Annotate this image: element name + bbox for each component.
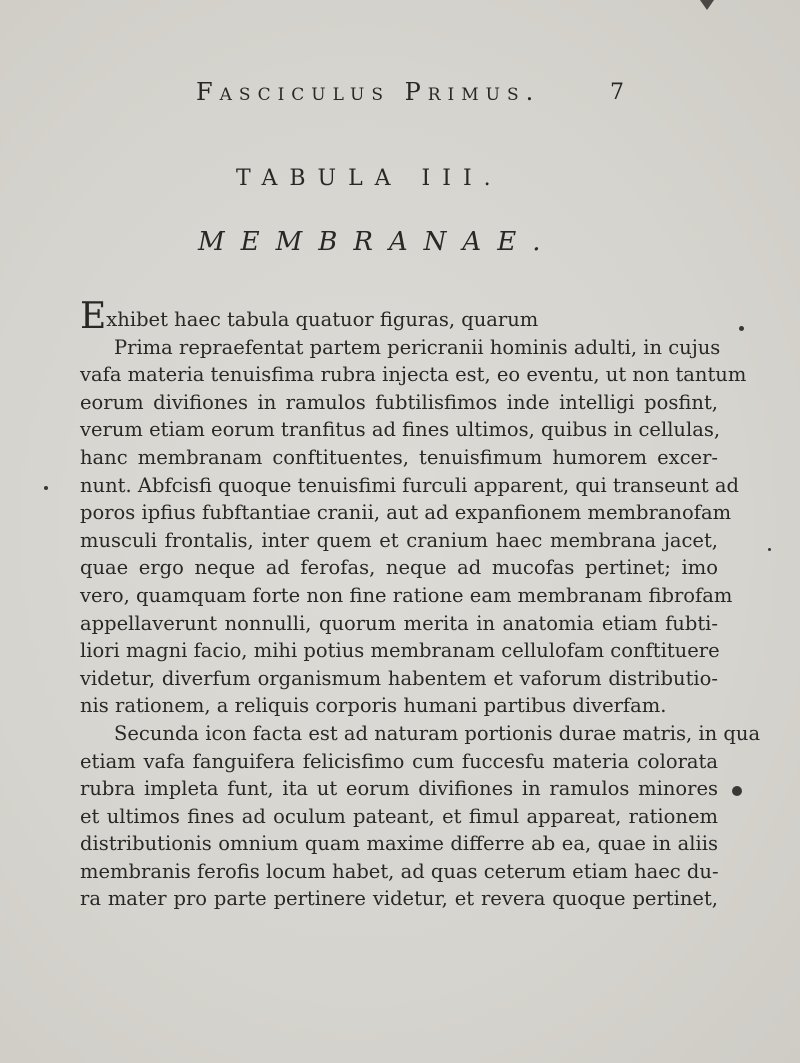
section-title: MEMBRANAE.	[198, 227, 557, 257]
plate-title: TABULA III.	[236, 166, 503, 191]
text-line: nis rationem, a reliquis corporis humani partibus diverfam.	[80, 694, 667, 718]
text-line: poros ipfius fubftantiae cranii, aut ad expanfionem membranofam	[80, 501, 732, 525]
text-line: et ultimos fines ad oculum pateant, et fimul appareat, rationem	[80, 804, 718, 828]
text-line: musculi frontalis, inter quem et cranium haec membrana jacet,	[80, 528, 718, 552]
page-edge-mark	[700, 0, 714, 10]
body-text	[80, 296, 761, 913]
text-line: vafa materia tenuisfima rubra injecta est, eo eventu, ut non tantum	[80, 363, 747, 387]
text-line: Exhibet haec tabula quatuor figuras, quarum	[80, 296, 539, 337]
text-line: Prima repraefentat partem pericranii hominis adulti, in cujus	[114, 335, 721, 359]
text-line: rubra impleta funt, ita ut eorum divifiones in ramulos minores	[80, 777, 718, 801]
paper-speck	[44, 486, 48, 490]
text-line: nunt. Abfcisfi quoque tenuisfimi furculi apparent, qui transeunt ad	[80, 473, 740, 497]
text-line: vero, quamquam forte non fine ratione eam membranam fibrofam	[80, 583, 733, 607]
drop-cap: E	[80, 296, 107, 337]
running-head: Fasciculus Primus.	[196, 78, 541, 106]
page-number: 7	[610, 80, 624, 105]
text-line: liori magni facio, mihi potius membranam cellulofam conftituere	[80, 639, 720, 663]
text-line: Secunda icon facta est ad naturam portionis durae matris, in qua	[114, 721, 761, 745]
paper-speck	[732, 786, 742, 796]
paper-speck	[768, 548, 771, 551]
text-line: etiam vafa fanguifera felicisfimo cum fuccesfu materia colorata	[80, 749, 718, 773]
text-line: ra mater pro parte pertinere videtur, et revera quoque pertinet,	[80, 887, 718, 911]
text-line: verum etiam eorum tranfitus ad fines ultimos, quibus in cellulas,	[80, 418, 721, 442]
text-line: appellaverunt nonnulli, quorum merita in anatomia etiam fubti-	[80, 611, 718, 635]
paper-speck	[739, 326, 744, 331]
text-line: membranis ferofis locum habet, ad quas ceterum etiam haec du-	[80, 859, 719, 883]
text-line: hanc membranam conftituentes, tenuisfimum humorem excer-	[80, 445, 718, 469]
text-line: distributionis omnium quam maxime differre ab ea, quae in aliis	[80, 832, 718, 856]
text-line: videtur, diverfum organismum habentem et vaforum distributio-	[80, 666, 718, 690]
text-line: eorum divifiones in ramulos fubtilisfimos inde intelligi posfint,	[80, 390, 718, 414]
text-line: quae ergo neque ad ferofas, neque ad mucofas pertinet; imo	[80, 556, 718, 580]
